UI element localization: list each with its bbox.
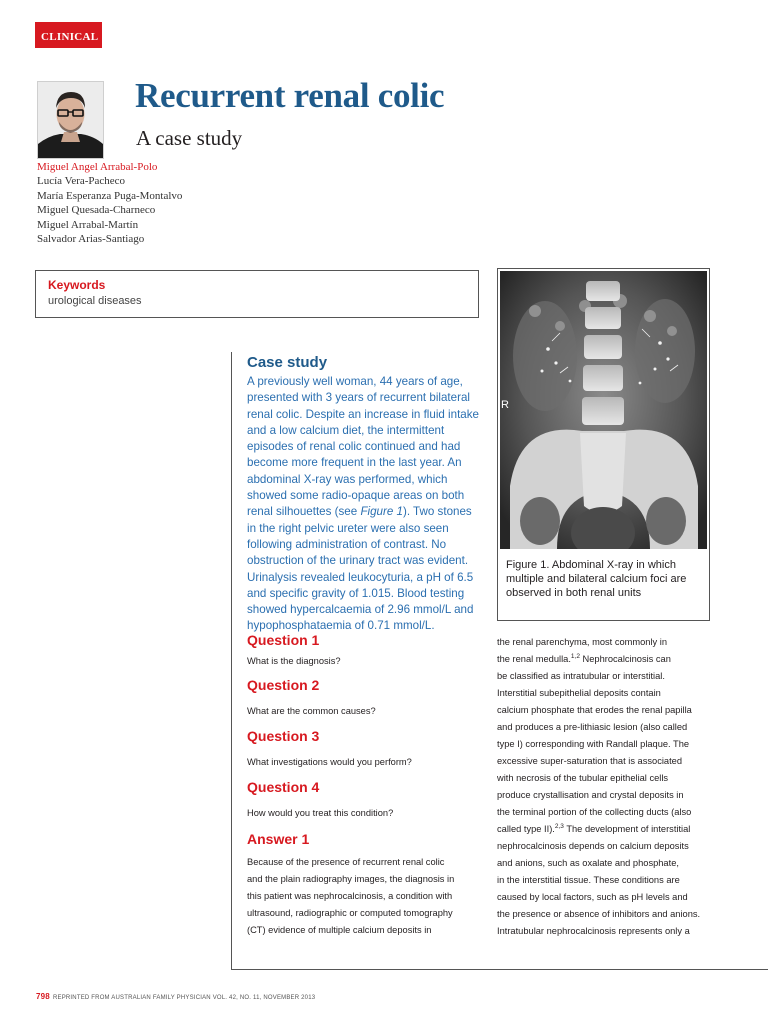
case-study-heading: Case study (247, 354, 328, 371)
column-rule-horizontal (231, 969, 768, 970)
text-line: ultrasound, radiographic or computed tomography (247, 908, 453, 918)
text-line: nephrocalcinosis depends on calcium deposits (497, 841, 689, 851)
text-line: type I) corresponding with Randall plaque. The (497, 739, 690, 749)
text-line: excessive super-saturation that is associated (497, 756, 682, 766)
text-line: the renal parenchyma, most commonly in (497, 637, 667, 647)
figure-ref: Figure 1 (360, 505, 403, 519)
figure-caption (506, 558, 706, 600)
question-2-heading: Question 2 (247, 677, 320, 693)
page-number: 798 (36, 992, 50, 1001)
text-line: Intratubular nephrocalcinosis represents only a (497, 926, 690, 936)
page-footer (36, 992, 315, 1001)
question-4-text: How would you treat this condition? (247, 808, 394, 818)
text-line: obstruction of the urinary tract was evident. (247, 554, 469, 568)
section-tab: CLINICAL (35, 22, 102, 48)
text-line: Because of the presence of recurrent renal colic (247, 857, 445, 867)
text-line: and specific gravity of 1.015. Blood testing (247, 586, 465, 600)
article-subtitle: A case study (136, 126, 243, 150)
question-3-heading: Question 3 (247, 728, 320, 744)
question-3-text: What investigations would you perform? (247, 757, 412, 767)
text-line: produce crystallisation and crystal deposits in (497, 790, 684, 800)
caption-line: observed in both renal units (506, 587, 642, 599)
answer-1-text (247, 854, 454, 939)
text-line: hypophosphataemia of 0.71 mmol/L. (247, 619, 435, 633)
text-line: (CT) evidence of multiple calcium deposits in (247, 925, 432, 935)
question-4-heading: Question 4 (247, 779, 320, 795)
text-line: calcium phosphate that erodes the renal papilla (497, 705, 692, 715)
text-line: in the interstitial tissue. These conditions are (497, 875, 680, 885)
text-line: and the plain radiography images, the diagnosis in (247, 874, 455, 884)
text-line (497, 651, 700, 668)
question-1-heading: Question 1 (247, 632, 320, 648)
text-line: Urinalysis revealed leukocyturia, a pH of 6.5 (247, 570, 474, 584)
text-line: and anions, such as oxalate and phosphate, (497, 858, 679, 868)
text-line: episodes of renal colic continued and had (247, 440, 461, 454)
author-name: Lucía Vera-Pacheco (37, 175, 126, 188)
caption-line: Figure 1. Abdominal X-ray in which (506, 559, 676, 571)
text-fragment: ). Two stones (402, 505, 472, 519)
author-list (37, 160, 182, 246)
author-photo (37, 81, 104, 159)
text-line: be classified as intratubular or interstitial. (497, 671, 665, 681)
citation: 1,2 (570, 652, 580, 660)
xray-marker: R (501, 399, 509, 411)
text-line: renal colic. Despite an increase in fluid intake (247, 407, 479, 421)
article-title: Recurrent renal colic (135, 76, 445, 115)
text-line: Interstitial subepithelial deposits contain (497, 688, 661, 698)
text-line: showed some radio-opaque areas on both (247, 489, 465, 503)
text-line (247, 504, 483, 520)
author-name: Miguel Angel Arrabal-Polo (37, 161, 158, 173)
text-fragment: Nephrocalcinosis can (579, 654, 671, 664)
text-line: showed hypercalcaemia of 2.96 mmol/L and (247, 603, 474, 617)
keywords-label: Keywords (48, 278, 106, 292)
author-name: Miguel Arrabal-Martín (37, 218, 139, 231)
text-line (497, 821, 700, 838)
citation: 2,3 (554, 822, 564, 830)
text-line: in the right pelvic ureter were also seen (247, 521, 449, 535)
text-line: abdominal X-ray was performed, which (247, 472, 448, 486)
text-line: caused by local factors, such as pH levels and (497, 892, 688, 902)
keywords-text: urological diseases (48, 295, 142, 307)
text-line: and produces a pre-lithiasic lesion (also called (497, 722, 688, 732)
text-line: following administration of contrast. No (247, 537, 447, 551)
case-study-text (247, 374, 483, 635)
footer-text: REPRINTED FROM AUSTRALIAN FAMILY PHYSICIAN VOL. 42, NO. 11, NOVEMBER 2013 (52, 995, 316, 1001)
right-column-text (497, 634, 700, 940)
text-line: presented with 3 years of recurrent bilateral (247, 391, 470, 405)
text-fragment: called type II). (497, 824, 555, 834)
question-2-text: What are the common causes? (247, 706, 376, 716)
xray-image (500, 271, 707, 549)
author-name: María Esperanza Puga-Montalvo (37, 189, 183, 202)
text-line: the terminal portion of the collecting ducts (also (497, 807, 692, 817)
text-line: this patient was nephrocalcinosis, a condition with (247, 891, 453, 901)
text-fragment: The development of interstitial (563, 824, 691, 834)
text-line: A previously well woman, 44 years of age, (247, 375, 463, 388)
text-line: and a low calcium diet, the intermittent (247, 423, 445, 437)
author-name: Miguel Quesada-Charneco (37, 204, 156, 217)
text-line: with necrosis of the tubular epithelial cells (497, 773, 669, 783)
question-1-text: What is the diagnosis? (247, 656, 341, 666)
text-line: become more frequent in the last year. An (247, 456, 462, 470)
text-fragment: the renal medulla. (497, 654, 571, 664)
column-rule-vertical (231, 352, 232, 970)
answer-1-heading: Answer 1 (247, 831, 310, 847)
text-line: the presence or absence of inhibitors and anions. (497, 909, 701, 919)
author-name: Salvador Arias-Santiago (37, 233, 145, 246)
caption-line: multiple and bilateral calcium foci are (506, 573, 687, 585)
text-fragment: renal silhouettes (see (247, 505, 361, 519)
